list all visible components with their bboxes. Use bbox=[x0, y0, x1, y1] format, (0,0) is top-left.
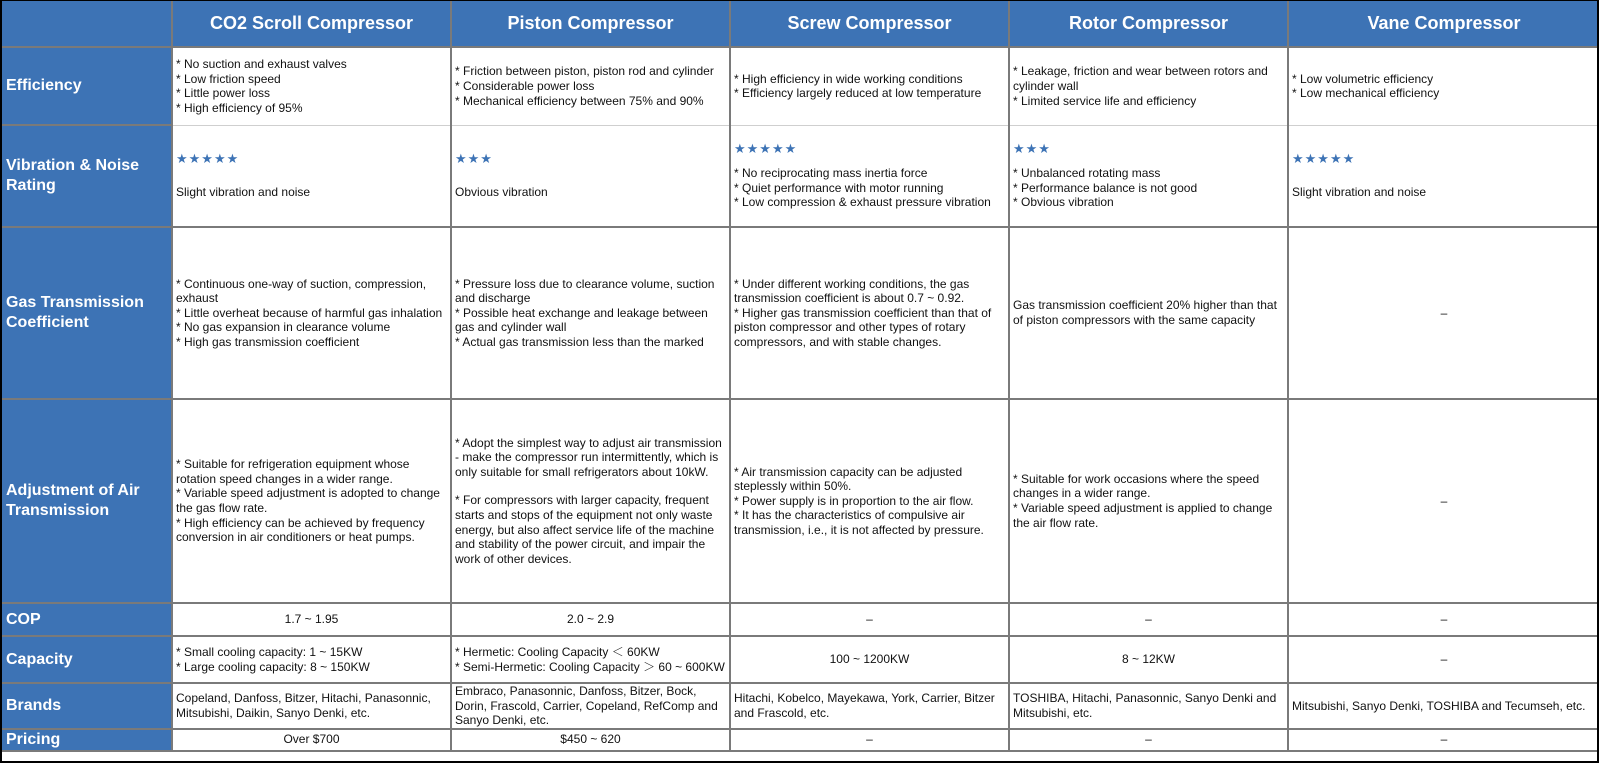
star-rating-icon: ★★★★★ bbox=[734, 140, 798, 156]
table-cell bbox=[1009, 47, 1288, 125]
corner-cell bbox=[2, 1, 172, 47]
cell-line: * Power supply is in proportion to the air flow. bbox=[734, 493, 974, 508]
row-header: Brands bbox=[2, 683, 172, 729]
cell-value: – bbox=[1440, 612, 1448, 627]
table-cell bbox=[172, 399, 451, 603]
table-cell bbox=[1009, 227, 1288, 399]
column-header: Rotor Compressor bbox=[1009, 1, 1288, 47]
cell-line: * Considerable power loss bbox=[455, 78, 595, 93]
star-rating-icon: ★★★★★ bbox=[1292, 151, 1356, 167]
table-cell bbox=[1288, 125, 1599, 227]
table-cell bbox=[1009, 729, 1288, 751]
column-header: CO2 Scroll Compressor bbox=[172, 1, 451, 47]
cell-line: * High efficiency in wide working conditions bbox=[734, 71, 963, 86]
table-cell bbox=[1288, 399, 1599, 603]
cell-value: – bbox=[1440, 732, 1448, 747]
cell-value: – bbox=[1440, 652, 1448, 667]
cell-line: * Pressure loss due to clearance volume, suction and discharge bbox=[455, 276, 715, 306]
table-cell bbox=[1288, 603, 1599, 636]
cell-line: * Low volumetric efficiency bbox=[1292, 71, 1434, 86]
cell-line: TOSHIBA, Hitachi, Panasonnic, Sanyo Denki and Mitsubishi, etc. bbox=[1013, 691, 1277, 720]
cell-line: * Little power loss bbox=[176, 86, 271, 101]
cell-value: – bbox=[866, 612, 873, 627]
table-row bbox=[2, 636, 1599, 683]
cell-line: Copeland, Danfoss, Bitzer, Hitachi, Panasonnic, Mitsubishi, Daikin, Sanyo Denki, etc. bbox=[176, 691, 431, 720]
table-cell bbox=[172, 683, 451, 729]
cell-line: * Obvious vibration bbox=[1013, 195, 1114, 210]
table-cell bbox=[730, 603, 1009, 636]
table-cell bbox=[1288, 47, 1599, 125]
cell-line: * It has the characteristics of compulsive air transmission, i.e., it is not affected by pressure. bbox=[734, 508, 984, 537]
cell-line: * Unbalanced rotating mass bbox=[1013, 166, 1161, 181]
cell-line: * Performance balance is not good bbox=[1013, 180, 1198, 195]
table-cell bbox=[172, 125, 451, 227]
table-cell bbox=[451, 227, 730, 399]
cell-value: 8 ~ 12KW bbox=[1121, 652, 1176, 667]
table-cell bbox=[730, 125, 1009, 227]
cell-line: * Limited service life and efficiency bbox=[1013, 93, 1197, 108]
cell-line: * No gas expansion in clearance volume bbox=[176, 320, 391, 335]
table-cell bbox=[451, 399, 730, 603]
row-header: Capacity bbox=[2, 636, 172, 683]
column-header: Screw Compressor bbox=[730, 1, 1009, 47]
table-row bbox=[2, 399, 1599, 603]
table-cell bbox=[1288, 227, 1599, 399]
cell-line: * No reciprocating mass inertia force bbox=[734, 166, 928, 181]
cell-value: 1.7 ~ 1.95 bbox=[284, 612, 339, 627]
table-cell bbox=[1009, 683, 1288, 729]
row-header: COP bbox=[2, 603, 172, 636]
table-cell bbox=[730, 636, 1009, 683]
table-row bbox=[2, 729, 1599, 751]
cell-line: Gas transmission coefficient 20% higher than that of piston compressors with the same capacity bbox=[1013, 298, 1277, 327]
table-row bbox=[2, 125, 1599, 227]
cell-line: * Low friction speed bbox=[176, 71, 281, 86]
table-cell bbox=[172, 603, 451, 636]
cell-line: * Actual gas transmission less than the marked bbox=[455, 334, 704, 349]
table-cell bbox=[730, 227, 1009, 399]
table-row bbox=[2, 227, 1599, 399]
cell-line: * High gas transmission coefficient bbox=[176, 334, 360, 349]
cell-value: – bbox=[1440, 305, 1448, 320]
cell-value: – bbox=[866, 732, 873, 747]
cell-line: * For compressors with larger capacity, frequent starts and stops of the equipment not only waste energy, but also affect service life of the machine and stability of the power circuit, and impair the work of other devices. bbox=[455, 493, 715, 566]
cell-value: Over $700 bbox=[283, 732, 340, 747]
table-cell bbox=[172, 636, 451, 683]
table-cell bbox=[172, 227, 451, 399]
row-header: Gas Transmission Coefficient bbox=[2, 227, 172, 399]
cell-line: * High efficiency of 95% bbox=[176, 100, 303, 115]
row-header: Adjustment of Air Transmission bbox=[2, 399, 172, 603]
cell-line: Hitachi, Kobelco, Mayekawa, York, Carrier, Bitzer and Frascold, etc. bbox=[734, 691, 995, 720]
table-cell bbox=[172, 729, 451, 751]
table-cell bbox=[451, 729, 730, 751]
table-cell bbox=[172, 47, 451, 125]
table-cell bbox=[451, 603, 730, 636]
table-row bbox=[2, 603, 1599, 636]
cell-line: * Low compression & exhaust pressure vibration bbox=[734, 195, 991, 210]
row-header: Pricing bbox=[2, 729, 172, 751]
cell-value: $450 ~ 620 bbox=[560, 732, 621, 747]
cell-value: – bbox=[1440, 493, 1448, 508]
cell-line: * Suitable for refrigeration equipment whose rotation speed changes in a wider range. bbox=[176, 457, 410, 486]
table-cell bbox=[1009, 603, 1288, 636]
table-cell bbox=[1288, 683, 1599, 729]
table-cell bbox=[451, 47, 730, 125]
cell-line: * Variable speed adjustment is adopted to change the gas flow rate. bbox=[176, 486, 440, 515]
table-row bbox=[2, 683, 1599, 729]
cell-line: * Small cooling capacity: 1 ~ 15KW bbox=[176, 644, 363, 659]
line-gap bbox=[455, 479, 726, 493]
cell-line: * Under different working conditions, the gas transmission coefficient is about 0.7 ~ 0.92. bbox=[734, 276, 970, 306]
cell-line: * Variable speed adjustment is applied to change the air flow rate. bbox=[1013, 501, 1273, 530]
star-rating-icon: ★★★ bbox=[1013, 140, 1051, 156]
table-cell bbox=[1288, 636, 1599, 683]
header-row bbox=[2, 1, 1599, 47]
cell-value: – bbox=[1145, 612, 1152, 627]
cell-line: * High efficiency can be achieved by frequency conversion in air conditioners or heat pumps. bbox=[176, 515, 425, 545]
cell-line: Embraco, Panasonnic, Danfoss, Bitzer, Bock, Dorin, Frascold, Carrier, Copeland, RefComp and Sanyo Denki, etc. bbox=[455, 684, 718, 728]
cell-value: 100 ~ 1200KW bbox=[829, 652, 910, 667]
table-cell bbox=[730, 399, 1009, 603]
row-header: Efficiency bbox=[2, 47, 172, 125]
star-rating-icon: ★★★★★ bbox=[176, 151, 240, 167]
table-cell bbox=[1009, 399, 1288, 603]
cell-line: * Low mechanical efficiency bbox=[1292, 86, 1440, 101]
table-cell bbox=[451, 125, 730, 227]
cell-line: Slight vibration and noise bbox=[1292, 184, 1427, 199]
cell-line: * Semi-Hermetic: Cooling Capacity ＞ 60 ~ 600KW bbox=[455, 659, 725, 674]
cell-line: * Efficiency largely reduced at low temperature bbox=[734, 86, 982, 101]
compressor-comparison-table bbox=[2, 1, 1599, 752]
cell-line: Obvious vibration bbox=[455, 184, 548, 199]
cell-line: * Adopt the simplest way to adjust air transmission - make the compressor run intermittently, which is only suitable for small refrigerators about 10kW. bbox=[455, 435, 722, 479]
column-header: Vane Compressor bbox=[1288, 1, 1599, 47]
table-cell bbox=[1009, 636, 1288, 683]
table-cell bbox=[730, 729, 1009, 751]
cell-line: * Hermetic: Cooling Capacity ＜ 60KW bbox=[455, 644, 660, 659]
table-cell bbox=[451, 683, 730, 729]
cell-value: – bbox=[1145, 732, 1152, 747]
cell-line: * No suction and exhaust valves bbox=[176, 57, 347, 72]
cell-line: * Little overheat because of harmful gas inhalation bbox=[176, 305, 443, 320]
cell-line: * Quiet performance with motor running bbox=[734, 180, 944, 195]
table-cell bbox=[451, 636, 730, 683]
cell-value: 2.0 ~ 2.9 bbox=[566, 612, 615, 627]
cell-line: * Continuous one-way of suction, compression, exhaust bbox=[176, 276, 427, 306]
star-rating-icon: ★★★ bbox=[455, 151, 493, 167]
cell-line: * Mechanical efficiency between 75% and 90% bbox=[455, 93, 704, 108]
table-row bbox=[2, 47, 1599, 125]
table-cell bbox=[1009, 125, 1288, 227]
row-header: Vibration & Noise Rating bbox=[2, 125, 172, 227]
column-header: Piston Compressor bbox=[451, 1, 730, 47]
cell-line: * Large cooling capacity: 8 ~ 150KW bbox=[176, 659, 370, 674]
cell-line: * Suitable for work occasions where the speed changes in a wider range. bbox=[1013, 471, 1260, 501]
cell-line: * Friction between piston, piston rod and cylinder bbox=[455, 64, 714, 79]
table-cell bbox=[1288, 729, 1599, 751]
table-cell bbox=[730, 683, 1009, 729]
table-cell bbox=[730, 47, 1009, 125]
cell-line: * Possible heat exchange and leakage between gas and cylinder wall bbox=[455, 305, 708, 335]
cell-line: Slight vibration and noise bbox=[176, 184, 311, 199]
cell-line: * Higher gas transmission coefficient than that of piston compressor and other types of rotary compressors, and with stable changes. bbox=[734, 305, 992, 349]
cell-line: Mitsubishi, Sanyo Denki, TOSHIBA and Tecumseh, etc. bbox=[1292, 698, 1586, 713]
cell-line: * Air transmission capacity can be adjusted steplessly within 50%. bbox=[734, 464, 963, 494]
cell-line: * Leakage, friction and wear between rotors and cylinder wall bbox=[1013, 64, 1268, 93]
